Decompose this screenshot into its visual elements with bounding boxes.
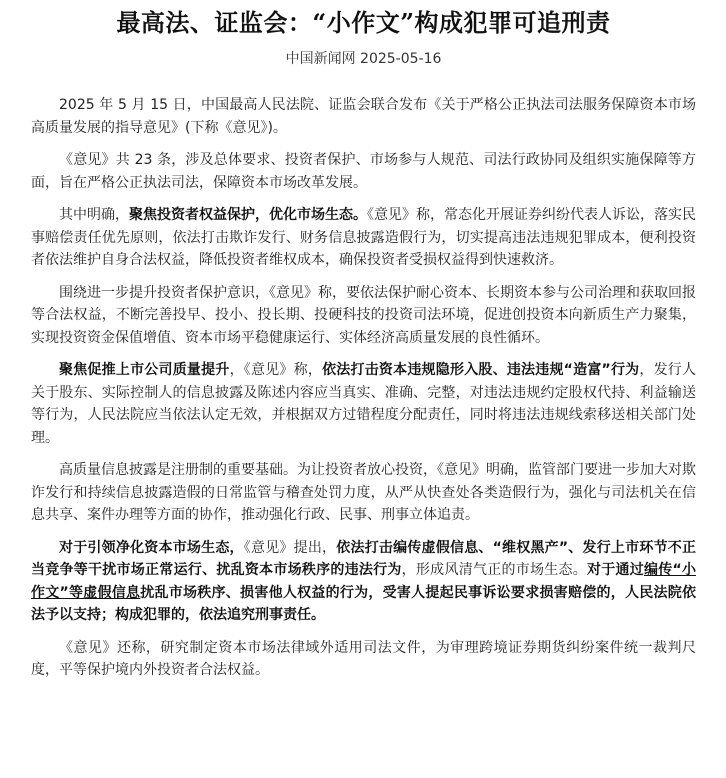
text-run: ，《意见》称，: [229, 362, 323, 378]
paragraph: [31, 282, 696, 350]
bold-text: 对于引领净化资本市场生态，: [59, 539, 244, 556]
article-source: 中国新闻网: [285, 51, 356, 67]
article-title: 最高法、证监会：“小作文”构成犯罪可追刑责: [116, 8, 611, 37]
text-run: 《意见》共 23 条，涉及总体要求、投资者保护、市场参与人规范、司法行政协同及组织实施保障等方面，旨在严格公正执法司法，保障资本市场改革发展。: [31, 152, 696, 191]
text-run: 《意见》称，常态化开展证券纠纷代表人诉讼，落实民事赔偿责任优先原则，依法打击欺诈发行、财务信息披露造假行为，切实提高违法违规犯罪成本，便利投资者依法维护自身合法权益，降低投资者维权成本，确保投资者受损权益得到快速救济。: [31, 207, 696, 268]
text-run: ，发行人关于股东、实际控制人的信息披露及陈述内容应当真实、准确、完整，对违法违规约定股权代持、利益输送等行为，人民法院应当依法认定无效，并根据双方过错程度分配责任，同时将违法违规线索移送相关部门处理。: [31, 362, 697, 446]
bold-text: 编传“小作文”等虚假信息: [31, 562, 697, 601]
article-body: [31, 94, 696, 682]
paragraph: [31, 537, 696, 627]
text-run: 围绕进一步提升投资者保护意识，《意见》称，要依法保护耐心资本、长期资本参与公司治理和获取回报等合法权益，不断完善投早、投小、投长期、投硬科技的投资司法环境，促进创投资本向新质生产力聚集，实现投资资金保值增值、资本市场平稳健康运行、实体经济高质量发展的良性循环。: [31, 284, 696, 346]
text-run: 高质量信息披露是注册制的重要基础。为让投资者放心投资，《意见》明确，监管部门要进一步加大对欺诈发行和持续信息披露造假的日常监管与稽查处罚力度，从严从快查处各类造假行为，强化与司法机关在信息共享、案件办理等方面的协作，推动强化行政、民事、刑事立体追责。: [31, 462, 696, 523]
bold-text: 对于通过: [587, 562, 645, 578]
article-date: 2025-05-16: [360, 51, 442, 67]
bold-text: 聚焦促推上市公司质量提升: [59, 362, 230, 378]
bold-text: 扰乱市场秩序、损害他人权益的行为，受害人提起民事诉讼要求损害赔偿的，人民法院依法予以支持；构成犯罪的，依法追究刑事责任。: [31, 584, 697, 623]
paragraph: [31, 459, 696, 527]
paragraph: [31, 94, 696, 139]
text-run: ，形成风清气正的市场生态。: [401, 562, 588, 578]
paragraph: [31, 359, 696, 449]
bold-text: 依法打击资本违规隐形入股、违法违规“造富”行为: [322, 362, 640, 378]
article-meta: [31, 49, 696, 69]
text-run: 《意见》提出，: [243, 539, 337, 556]
bold-text: 聚焦投资者权益保护，优化市场生态。: [129, 207, 367, 223]
bold-text: 依法打击编传虚假信息、“维权黑产”、发行上市环节不正当竞争等干扰市场正常运行、扰乱资本市场秩序的违法行为: [31, 539, 697, 578]
paragraph: [31, 637, 696, 682]
text-run: 其中明确，: [59, 207, 129, 223]
paragraph: [31, 149, 696, 194]
text-run: 2025 年 5 月 15 日，中国最高人民法院、证监会联合发布《关于严格公正执法司法服务保障资本市场高质量发展的指导意见》(下称《意见》)。: [31, 97, 696, 136]
paragraph: [31, 204, 696, 272]
text-run: 《意见》还称，研究制定资本市场法律域外适用司法文件，为审理跨境证券期货纠纷案件统一裁判尺度，平等保护境内外投资者合法权益。: [31, 639, 696, 678]
